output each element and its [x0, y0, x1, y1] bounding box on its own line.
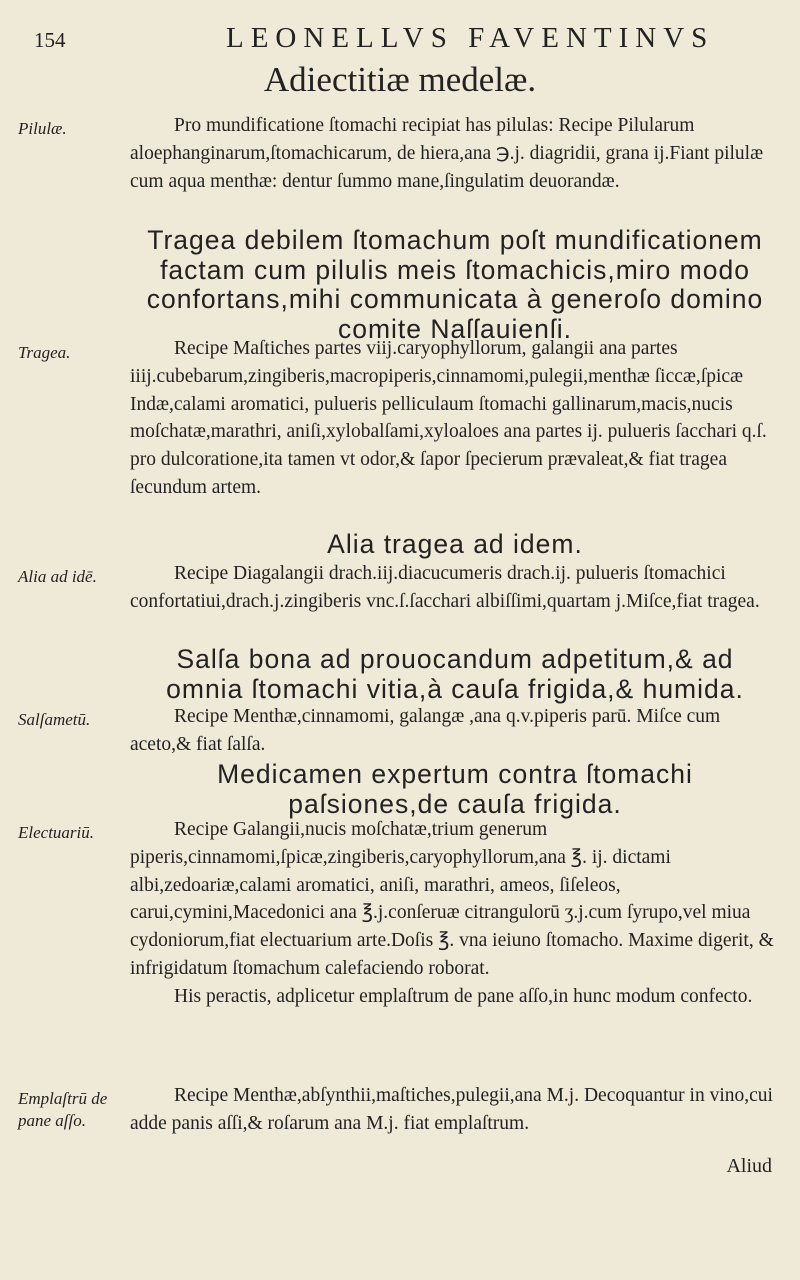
paragraph-electuarium	[130, 816, 775, 1011]
paragraph-text: Recipe Galangii,nucis moſchatæ,trium generum piperis,cinnamomi,ſpicæ,zingiberis,caryophyllorum,ana ℥. ij. dictami albi,zedoariæ,calami aromatici, aniſi, marathri, ameos, ſiſeleos, carui,cymini,Macedonici ana ℥.j.conſeruæ citrangulorū ʒ.j.cum ſyrupo,vel miua cydoniorum,fiat electuarium arte.Doſis ℥. vna ieiuno ſtomacho. Maxime digerit, & infrigidatum ſtomachum calefaciendo roborat.	[130, 819, 774, 979]
paragraph-text: Recipe Maſtiches partes viij.caryophyllorum, galangii ana partes iiij.cubebarum,zingiberis,macropiperis,cinnamomi,pulegii,menthæ ſiccæ,ſpicæ Indæ,calami aromatici, pulueris pelliculaum ſtomachi gallinarum,macis,nucis moſchatæ,marathri, aniſi,xylobalſami,xyloaloes ana partes ij. pulueris ſacchari q.ſ. pro dulcoratione,ita tamen vt odor,& ſapor ſpecierum prævaleat,& fiat tragea ſecundum artem.	[130, 338, 767, 498]
paragraph-text: Pro mundificatione ſtomachi recipiat has pilulas: Recipe Pilularum aloephanginarum,ſtomachicarum, de hiera,ana ℈.j. diagridii, grana ij.Fiant pilulæ cum aqua menthæ: dentur ſummo mane,ſingulatim deuorandæ.	[130, 115, 764, 192]
paragraph-text: Recipe Diagalangii drach.iij.diacucumeris drach.ij. pulueris ſtomachici confortatiui,drach.j.zingiberis vnc.ſ.ſacchari albiſſimi,quartam j.Miſce,fiat tragea.	[130, 563, 760, 612]
paragraph-text: Recipe Menthæ,cinnamomi, galangæ ,ana q.v.piperis parū. Miſce cum aceto,& fiat ſalſa.	[130, 706, 721, 755]
heading-salsa: Salſa bona ad prouocandum adpetitum,& ad omnia ſtomachi vitia,à cauſa frigida,& humida.	[166, 644, 744, 704]
paragraph-tragea	[130, 335, 775, 502]
margin-note-emplastrum: Emplaſtrū de pane aſſo.	[18, 1089, 108, 1130]
heading-alia-tragea: Alia tragea ad idem.	[327, 529, 583, 559]
running-head	[0, 22, 800, 58]
margin-note-pilulae: Pilulæ.	[18, 119, 67, 138]
paragraph-pilulae	[130, 112, 775, 195]
running-title: LEONELLVS FAVENTINVS	[226, 22, 715, 54]
paragraph-alia	[130, 560, 775, 616]
heading-medicamen: Medicamen expertum contra ſtomachi paſsiones,de cauſa frigida.	[217, 759, 693, 819]
paragraph-text-2: His peractis, adplicetur emplaſtrum de pane aſſo,in hunc modum confecto.	[174, 985, 753, 1007]
margin-note-alia: Alia ad idē.	[18, 567, 97, 586]
margin-note-electuarium: Electuariū.	[18, 823, 95, 842]
paragraph-emplastrum	[130, 1082, 775, 1138]
page-number: 154	[34, 28, 66, 52]
paragraph-text: Recipe Menthæ,abſynthii,maſtiches,pulegii,ana M.j. Decoquantur in vino,cui adde panis aſſi,& roſarum ana M.j. fiat emplaſtrum.	[130, 1085, 773, 1134]
chapter-title: Adiectitiæ medelæ.	[263, 60, 537, 99]
catchword: Aliud	[726, 1155, 772, 1177]
margin-note-salsametum: Salſametū.	[18, 710, 91, 729]
margin-note-tragea: Tragea.	[18, 343, 71, 362]
paragraph-salsametum	[130, 703, 775, 759]
heading-tragea-debilem: Tragea debilem ſtomachum poſt mundificationem factam cum pilulis meis ſtomachicis,miro modo confortans,mihi communicata à generoſo domino comite Naſſauienſi.	[146, 225, 764, 344]
